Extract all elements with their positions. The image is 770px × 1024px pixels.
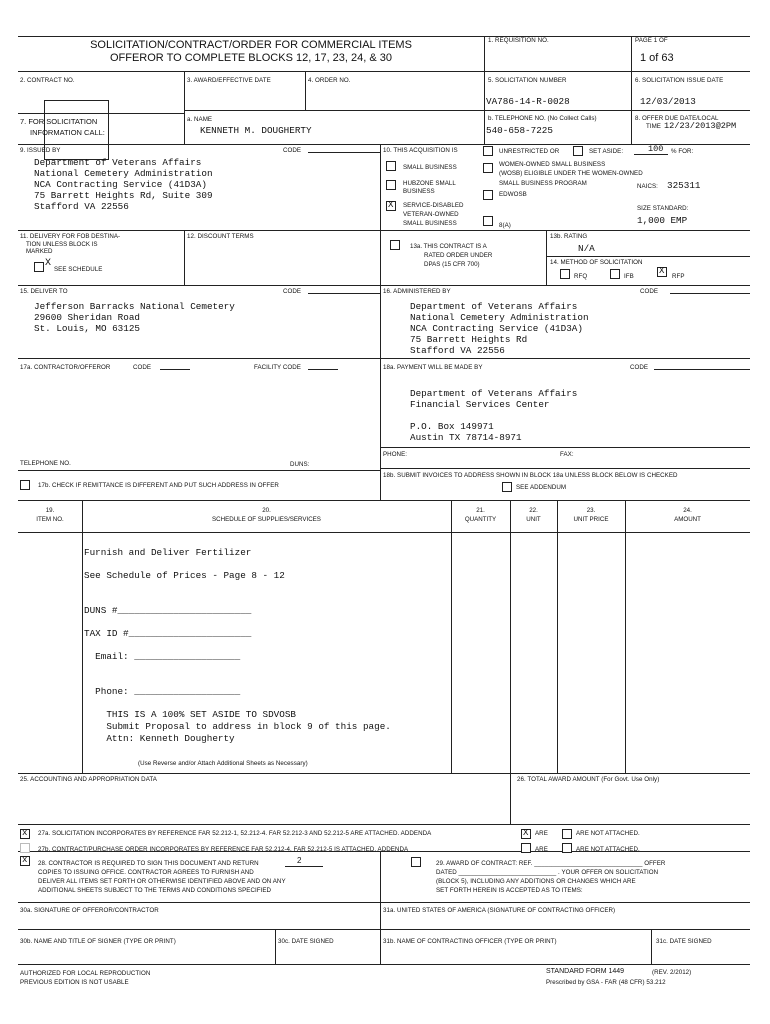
rfq-checkbox[interactable] <box>560 269 570 279</box>
hubzone-label: HUBZONE SMALL <box>403 180 456 187</box>
fax-label: FAX: <box>560 451 574 458</box>
offeror-signature-label: 30a. SIGNATURE OF OFFEROR/CONTRACTOR <box>20 907 159 914</box>
facility-code-label: FACILITY CODE <box>254 364 301 371</box>
acquisition-label: 10. THIS ACQUISITION IS <box>383 147 458 154</box>
rated-order-checkbox[interactable] <box>390 240 400 250</box>
address-line: P.O. Box 149971 <box>410 421 494 432</box>
rating-label: 13b. RATING <box>550 233 588 240</box>
signer-name-label: 30b. NAME AND TITLE OF SIGNER (TYPE OR PRINT) <box>20 938 176 945</box>
col-schedule-header <box>82 506 451 524</box>
address-line: 75 Barrett Heights Rd, Suite 309 <box>34 190 213 201</box>
schedule-line <box>84 559 391 571</box>
see-schedule-mark: X <box>45 258 52 269</box>
issued-by-address <box>34 157 213 212</box>
contractor-code-label: CODE <box>133 364 152 371</box>
info-call-label-line2: INFORMATION CALL: <box>30 128 105 137</box>
issued-by-code-label: CODE <box>283 147 302 154</box>
wosb-label-1: WOMEN-OWNED SMALL BUSINESS <box>499 161 606 168</box>
wosb-label-2: (WOSB) ELIGIBLE UNDER THE WOMEN-OWNED <box>499 170 643 177</box>
address-line: Department of Veterans Affairs <box>410 301 578 312</box>
schedule-line <box>84 640 391 652</box>
set-aside-label: SET ASIDE: <box>589 148 624 155</box>
sdvosb-check-mark: X <box>388 200 394 210</box>
clause-27a-label: 27a. SOLICITATION INCORPORATES BY REFERENCE FAR 52.212-1, 52.212-4. FAR 52.212-3 AND 52.212-5 ARE ATTACHED. ADDENDA <box>38 830 432 837</box>
clause-28-line4: ADDITIONAL SHEETS SUBJECT TO THE TERMS AND CONDITIONS SPECIFIED <box>38 887 272 894</box>
clause-27a-mark: x <box>22 828 28 838</box>
unrestricted-label: UNRESTRICTED OR <box>499 148 560 155</box>
address-line: 29600 Sheridan Road <box>34 312 141 323</box>
see-addendum-checkbox[interactable] <box>502 482 512 492</box>
footer-authorized: AUTHORIZED FOR LOCAL REPRODUCTION <box>20 970 151 977</box>
delivery-fob-label <box>20 233 120 256</box>
addenda-27a-are-not-checkbox[interactable] <box>562 829 572 839</box>
addenda-27a-are-not-label: ARE NOT ATTACHED. <box>576 830 640 837</box>
administered-by-code-label: CODE <box>640 288 659 295</box>
sdvosb-label-2: VETERAN-OWNED <box>403 211 459 218</box>
issued-by-label: 9. ISSUED BY <box>20 147 61 154</box>
award-date-label: 3. AWARD/EFFECTIVE DATE <box>187 77 271 84</box>
footer-form-number: STANDARD FORM 1449 <box>546 968 625 975</box>
clause-29-line3: (BLOCK 5), INCLUDING ANY ADDITIONS OR CHANGES WHICH ARE <box>436 878 636 885</box>
address-line: 75 Barrett Heights Rd <box>410 334 528 345</box>
schedule-line: Submit Proposal to address in block 9 of this page. <box>84 720 391 732</box>
offer-due-label: 8. OFFER DUE DATE/LOCAL <box>635 115 719 122</box>
administered-by-label: 16. ADMINISTERED BY <box>383 288 451 295</box>
schedule-line <box>84 675 391 687</box>
rated-order-line1: 13a. THIS CONTRACT IS A <box>410 243 487 250</box>
administered-by-address <box>410 301 589 356</box>
address-line: National Cemetery Administration <box>410 312 589 323</box>
form-title-line1: SOLICITATION/CONTRACT/ORDER FOR COMMERCIAL ITEMS <box>90 39 412 51</box>
naics-code: 325311 <box>667 180 701 191</box>
col-amount-num: 24. <box>683 507 692 514</box>
see-addendum-label: SEE ADDENDUM <box>516 484 567 491</box>
issue-date-label: 6. SOLICITATION ISSUE DATE <box>635 77 724 84</box>
contact-name: KENNETH M. DOUGHERTY <box>200 125 312 136</box>
address-line: Stafford VA 22556 <box>410 345 505 356</box>
payment-address <box>410 388 577 443</box>
rfp-label: RFP <box>672 273 685 280</box>
method-label: 14. METHOD OF SOLICITATION <box>550 259 643 266</box>
clause-28-copies: 2 <box>297 856 302 865</box>
schedule-line <box>84 617 391 629</box>
contact-phone: 540-658-7225 <box>486 125 553 136</box>
clause-28-line1: 28. CONTRACTOR IS REQUIRED TO SIGN THIS DOCUMENT AND RETURN <box>38 860 259 867</box>
small-business-checkbox[interactable] <box>386 161 396 171</box>
set-aside-checkbox[interactable] <box>573 146 583 156</box>
address-line <box>410 410 577 421</box>
hubzone-label-2: BUSINESS <box>403 188 435 195</box>
col-schedule-num: 20. <box>262 507 271 514</box>
ifb-label: IFB <box>624 273 634 280</box>
clause-29-checkbox[interactable] <box>411 857 421 867</box>
accounting-label: 25. ACCOUNTING AND APPROPRIATION DATA <box>20 776 157 783</box>
requisition-no-label: 1. REQUISITION NO. <box>488 37 549 44</box>
delivery-fob-line3: MARKED <box>26 248 53 255</box>
rated-order-line3: DPAS (15 CFR 700) <box>424 261 480 268</box>
discount-terms-label: 12. DISCOUNT TERMS <box>187 233 254 240</box>
addenda-27b-are-not-label: ARE NOT ATTACHED. <box>576 846 640 853</box>
address-line: NCA Contracting Service (41D3A) <box>410 323 583 334</box>
naics-label: NAICS: <box>637 183 658 190</box>
schedule-line <box>84 698 391 710</box>
co-signature-label: 31a. UNITED STATES OF AMERICA (SIGNATURE OF CONTRACTING OFFICER) <box>383 907 616 914</box>
duns-label: DUNS: <box>290 461 310 468</box>
offer-due-time-label: TIME <box>646 123 661 130</box>
clause-27b-checkbox[interactable] <box>20 843 30 853</box>
col-unit-header <box>510 506 557 524</box>
form-title <box>18 39 484 65</box>
payment-by-label: 18a. PAYMENT WILL BE MADE BY <box>383 364 483 371</box>
remittance-checkbox[interactable] <box>20 480 30 490</box>
page-label: PAGE 1 OF <box>635 37 668 44</box>
clause-28-line2: COPIES TO ISSUING OFFICE. CONTRACTOR AGREES TO FURNISH AND <box>38 869 254 876</box>
size-standard: 1,000 EMP <box>637 215 688 226</box>
delivery-fob-line1: 11. DELIVERY FOR FOB DESTINA- <box>20 233 121 240</box>
telephone-no-label: TELEPHONE NO. <box>20 460 71 467</box>
wosb-checkbox[interactable] <box>483 163 493 173</box>
footer-previous-edition: PREVIOUS EDITION IS NOT USABLE <box>20 979 129 986</box>
address-line: Jefferson Barracks National Cemetery <box>34 301 235 312</box>
clause-28-line3: DELIVER ALL ITEMS SET FORTH OR OTHERWISE IDENTIFIED ABOVE AND ON ANY <box>38 878 286 885</box>
name-label: a. NAME <box>187 116 213 123</box>
col-quantity-text: QUANTITY <box>464 516 497 523</box>
col-unit-price-num: 23. <box>586 507 596 514</box>
schedule-line: TAX ID #______________________ <box>84 628 252 640</box>
remittance-label: 17b. CHECK IF REMITTANCE IS DIFFERENT AND PUT SUCH ADDRESS IN OFFER <box>38 482 279 489</box>
order-no-label: 4. ORDER NO. <box>308 77 351 84</box>
address-line: Financial Services Center <box>410 399 550 410</box>
schedule-line <box>84 663 391 675</box>
col-unit-num: 22. <box>529 507 538 514</box>
telephone-label: b. TELEPHONE NO. (No Collect Calls) <box>488 115 597 122</box>
info-call-label-line1: 7. FOR SOLICITATION <box>20 117 98 126</box>
edwosb-label: EDWOSB <box>499 191 527 198</box>
col-unit-text: UNIT <box>526 516 541 523</box>
schedule-line: Attn: Kenneth Dougherty <box>84 732 235 744</box>
address-line: Stafford VA 22556 <box>34 201 129 212</box>
offer-due-value: 12/23/2013@2PM <box>664 121 737 131</box>
schedule-line: Furnish and Deliver Fertilizer <box>84 547 252 558</box>
address-line: St. Louis, MO 63125 <box>34 323 141 334</box>
payment-code-label: CODE <box>630 364 649 371</box>
col-amount-text: AMOUNT <box>674 516 701 523</box>
addenda-27b-are-label: ARE <box>535 846 548 853</box>
addenda-27b-are-checkbox[interactable] <box>521 843 531 853</box>
schedule-line <box>84 593 391 605</box>
co-name-label: 31b. NAME OF CONTRACTING OFFICER (TYPE OR PRINT) <box>383 938 557 945</box>
eight-a-checkbox[interactable] <box>483 216 493 226</box>
address-line: Department of Veterans Affairs <box>34 157 202 168</box>
info-call-label <box>20 116 105 138</box>
submit-invoices-label: 18b. SUBMIT INVOICES TO ADDRESS SHOWN IN BLOCK 18a UNLESS BLOCK BELOW IS CHECKED <box>383 472 678 479</box>
solicitation-no: VA786-14-R-0028 <box>486 96 570 107</box>
schedule-line: THIS IS A 100% SET ASIDE TO SDVOSB <box>84 709 297 721</box>
col-item-no-text: ITEM NO. <box>36 516 64 523</box>
footer-prescribed: Prescribed by GSA - FAR (48 CFR) 53.212 <box>546 979 666 986</box>
size-standard-label: SIZE STANDARD: <box>637 205 689 212</box>
solicitation-no-label: 5. SOLICITATION NUMBER <box>488 77 567 84</box>
addenda-27b-are-not-checkbox[interactable] <box>562 843 572 853</box>
deliver-to-label: 15. DELIVER TO <box>20 288 68 295</box>
col-amount-header <box>625 506 750 524</box>
rated-order-line2: RATED ORDER UNDER <box>424 252 493 259</box>
address-line: National Cemetery Administration <box>34 168 213 179</box>
total-award-label: 26. TOTAL AWARD AMOUNT (For Govt. Use Only) <box>517 776 660 783</box>
schedule-description <box>84 547 391 744</box>
footer-revision: (REV. 2/2012) <box>652 969 692 976</box>
delivery-fob-line2: TION UNLESS BLOCK IS <box>26 240 98 248</box>
schedule-line: DUNS #________________________ <box>84 604 252 616</box>
unrestricted-checkbox[interactable] <box>483 146 493 156</box>
schedule-line: Phone: ___________________ <box>84 686 241 698</box>
address-line: NCA Contracting Service (41D3A) <box>34 179 207 190</box>
see-schedule-checkbox[interactable] <box>34 262 44 272</box>
contractor-label: 17a. CONTRACTOR/OFFEROR <box>20 364 111 371</box>
rfp-check-mark: X <box>659 266 665 276</box>
wosb-label-3: SMALL BUSINESS PROGRAM <box>499 180 587 187</box>
clause-29-line1: 29. AWARD OF CONTRACT: REF. _______________________________ OFFER <box>436 860 666 867</box>
clause-29-line4: SET FORTH HEREIN IS ACCEPTED AS TO ITEMS: <box>436 887 583 894</box>
deliver-to-code-label: CODE <box>283 288 302 295</box>
hubzone-checkbox[interactable] <box>386 180 396 190</box>
address-line: Department of Veterans Affairs <box>410 388 578 399</box>
see-schedule-label: SEE SCHEDULE <box>54 266 103 273</box>
page-value: 1 of 63 <box>640 52 674 64</box>
sdvosb-label-3: SMALL BUSINESS <box>403 220 457 227</box>
rated-order-label <box>410 242 492 269</box>
contract-no-label: 2. CONTRACT NO. <box>20 77 75 84</box>
schedule-line: Email: ___________________ <box>84 651 241 663</box>
col-schedule-text: SCHEDULE OF SUPPLIES/SERVICES <box>212 516 321 523</box>
form-title-line2: OFFEROR TO COMPLETE BLOCKS 12, 17, 23, 24, & 30 <box>109 52 393 64</box>
col-quantity-num: 21. <box>476 507 485 514</box>
clause-28-mark: x <box>22 855 28 865</box>
percent-for-label: % FOR: <box>671 148 694 155</box>
offeror-date-label: 30c. DATE SIGNED <box>278 938 334 945</box>
co-date-label: 31c. DATE SIGNED <box>656 938 712 945</box>
ifb-checkbox[interactable] <box>610 269 620 279</box>
col-unit-price-header <box>557 506 625 524</box>
schedule-line <box>84 582 391 594</box>
small-business-label: SMALL BUSINESS <box>403 164 457 171</box>
phone-label: PHONE: <box>383 451 408 458</box>
addenda-27a-are-label: ARE <box>535 830 548 837</box>
address-line: Austin TX 78714-8971 <box>410 432 522 443</box>
clause-27b-label: 27b. CONTRACT/PURCHASE ORDER INCORPORATES BY REFERENCE FAR 52.212-4. FAR 52.212-5 IS ATTACHED. ADDENDA <box>38 846 409 853</box>
reverse-note: (Use Reverse and/or Attach Additional Sheets as Necessary) <box>138 760 308 767</box>
schedule-line: See Schedule of Prices - Page 8 - 12 <box>84 570 285 582</box>
col-item-no-num: 19. <box>45 507 55 514</box>
deliver-to-address <box>34 301 235 334</box>
rfq-label: RFQ <box>574 273 588 280</box>
set-aside-percent: 100 <box>648 144 664 154</box>
sdvosb-label-1: SERVICE-DISABLED <box>403 202 464 209</box>
edwosb-checkbox[interactable] <box>483 190 493 200</box>
eight-a-label: 8(A) <box>499 222 511 229</box>
clause-29-line2: DATED ____________________________ . YOUR OFFER ON SOLICITATION <box>436 869 659 876</box>
col-unit-price-text: UNIT PRICE <box>573 516 609 523</box>
col-item-no-header <box>18 506 82 524</box>
issue-date: 12/03/2013 <box>640 96 696 107</box>
rating-value: N/A <box>578 243 595 254</box>
addenda-27a-are-mark: X <box>523 828 529 838</box>
col-quantity-header <box>451 506 510 524</box>
